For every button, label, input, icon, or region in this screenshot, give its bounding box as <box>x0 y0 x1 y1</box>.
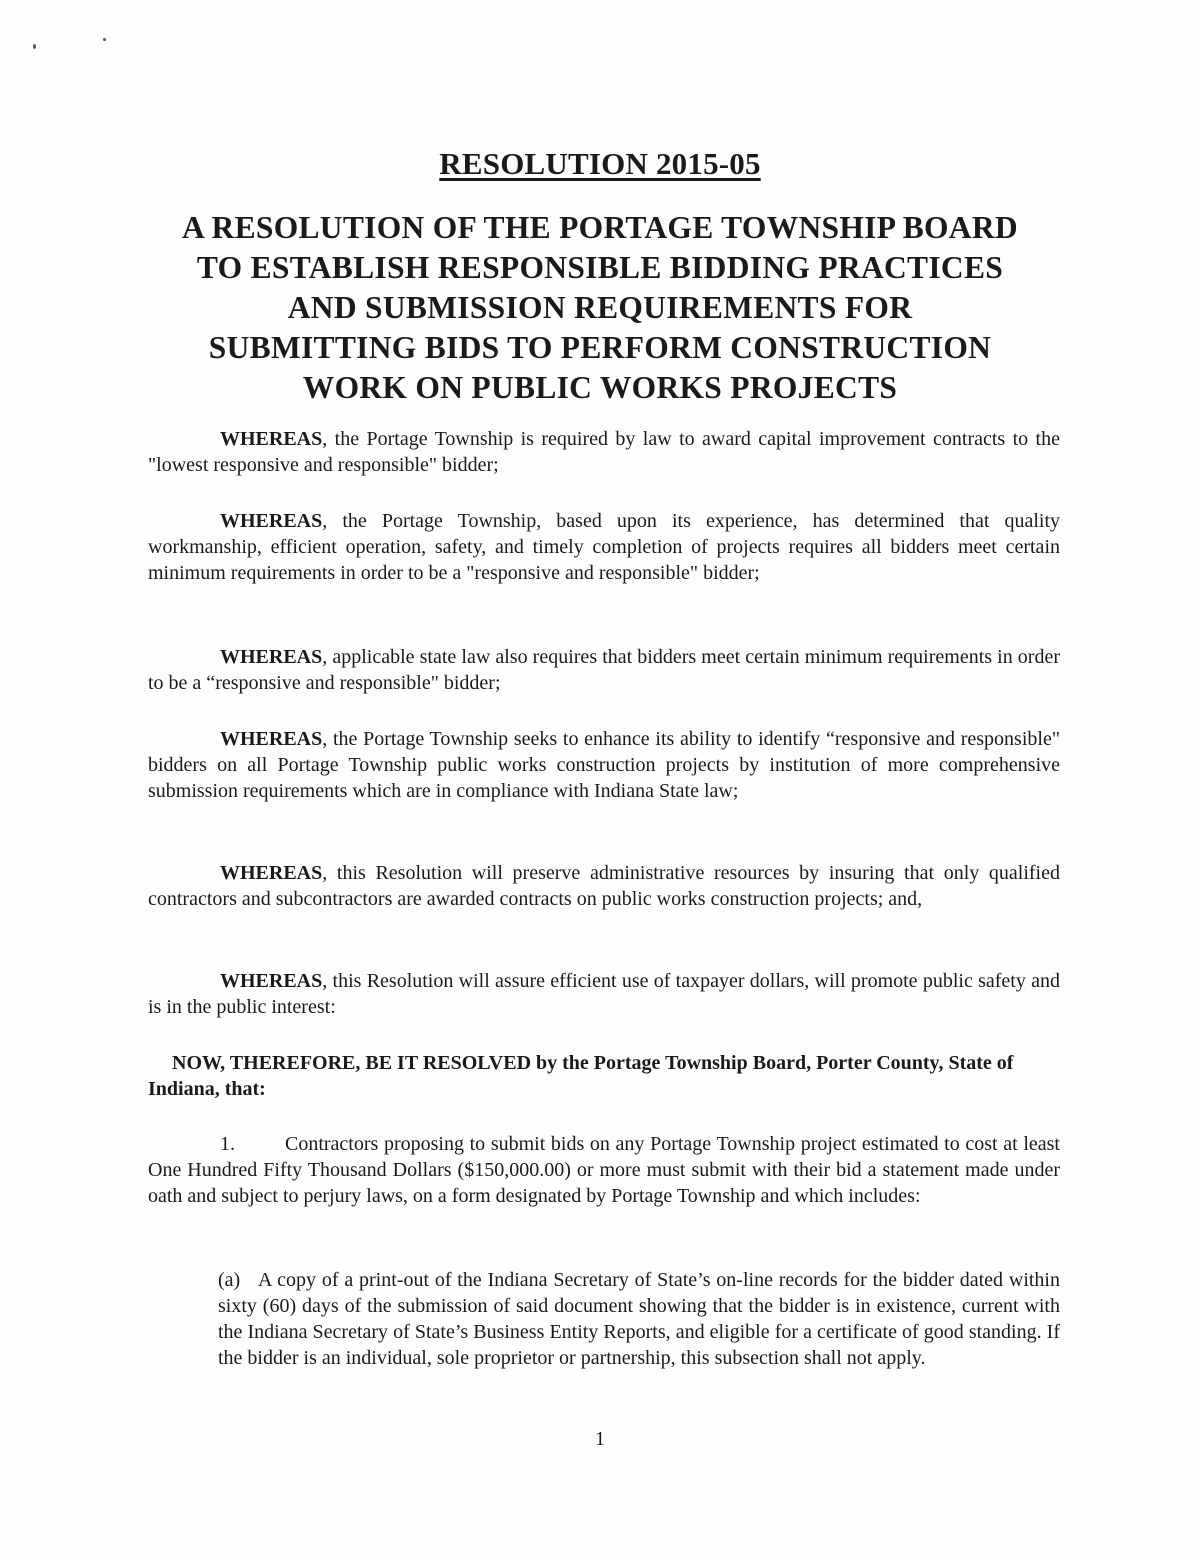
subsection-a <box>218 1267 1060 1371</box>
title-line: SUBMITTING BIDS TO PERFORM CONSTRUCTION <box>208 330 992 365</box>
whereas-clause-5 <box>148 860 1060 912</box>
whereas-keyword: WHEREAS <box>220 862 323 884</box>
title-line: WORK ON PUBLIC WORKS PROJECTS <box>302 370 898 405</box>
whereas-keyword: WHEREAS <box>220 510 323 532</box>
whereas-clause-3 <box>148 644 1060 696</box>
whereas-clause-6 <box>148 968 1060 1020</box>
whereas-keyword: WHEREAS <box>220 646 323 668</box>
section-text: Contractors proposing to submit bids on any Portage Township project estimated to cost at least One Hundred Fifty Thousand Dollars ($150,000.00) or more must submit with their bid a statement made under oath and subject to perjury laws, on a form designated by Portage Township and which includes: <box>148 1133 1060 1207</box>
resolution-title <box>100 208 1100 408</box>
whereas-text: , the Portage Township, based upon its experience, has determined that quality workmanship, efficient operation, safety, and timely completion of projects requires all bidders meet certain minimum requirements in order to be a "responsive and responsible" bidder; <box>148 510 1060 584</box>
whereas-clause-1 <box>148 426 1060 478</box>
whereas-clause-4 <box>148 726 1060 804</box>
section-number: 1. <box>220 1133 235 1155</box>
subsection-label: (a) <box>218 1269 241 1291</box>
page-number: 1 <box>595 1428 605 1450</box>
whereas-keyword: WHEREAS <box>220 970 323 992</box>
whereas-keyword: WHEREAS <box>220 728 323 750</box>
title-line: A RESOLUTION OF THE PORTAGE TOWNSHIP BOARD <box>182 210 1018 245</box>
whereas-text: , the Portage Township seeks to enhance its ability to identify “responsive and responsible" bidders on all Portage Township public works construction projects by institution of more comprehensive submission requirements which are in compliance with Indiana State law; <box>148 728 1060 802</box>
scan-speck <box>103 38 106 41</box>
scan-speck <box>33 44 36 49</box>
title-line: AND SUBMISSION REQUIREMENTS FOR <box>287 290 913 325</box>
resolution-number: RESOLUTION 2015-05 <box>439 146 761 181</box>
whereas-clause-2 <box>148 508 1060 586</box>
whereas-text: , applicable state law also requires that bidders meet certain minimum requirements in order to be a “responsive and responsible" bidder; <box>148 646 1060 694</box>
subsection-text: A copy of a print-out of the Indiana Secretary of State’s on-line records for the bidder dated within sixty (60) days of the submission of said document showing that the bidder is in existence, current with the Indiana Secretary of State’s Business Entity Reports, and eligible for a certificate of good standing. If the bidder is an individual, sole proprietor or partnership, this subsection shall not apply. <box>218 1269 1060 1369</box>
whereas-text: , this Resolution will assure efficient use of taxpayer dollars, will promote public safety and is in the public interest: <box>148 970 1060 1018</box>
whereas-text: , the Portage Township is required by law to award capital improvement contracts to the "lowest responsive and responsible" bidder; <box>148 428 1060 476</box>
resolved-text: NOW, THEREFORE, BE IT RESOLVED by the Portage Township Board, Porter County, State of Indiana, that: <box>148 1052 1014 1100</box>
section-1 <box>148 1131 1060 1209</box>
resolved-clause <box>148 1050 1060 1102</box>
whereas-keyword: WHEREAS <box>220 428 323 450</box>
whereas-text: , this Resolution will preserve administrative resources by insuring that only qualified contractors and subcontractors are awarded contracts on public works construction projects; and, <box>148 862 1060 910</box>
title-line: TO ESTABLISH RESPONSIBLE BIDDING PRACTICES <box>196 250 1004 285</box>
